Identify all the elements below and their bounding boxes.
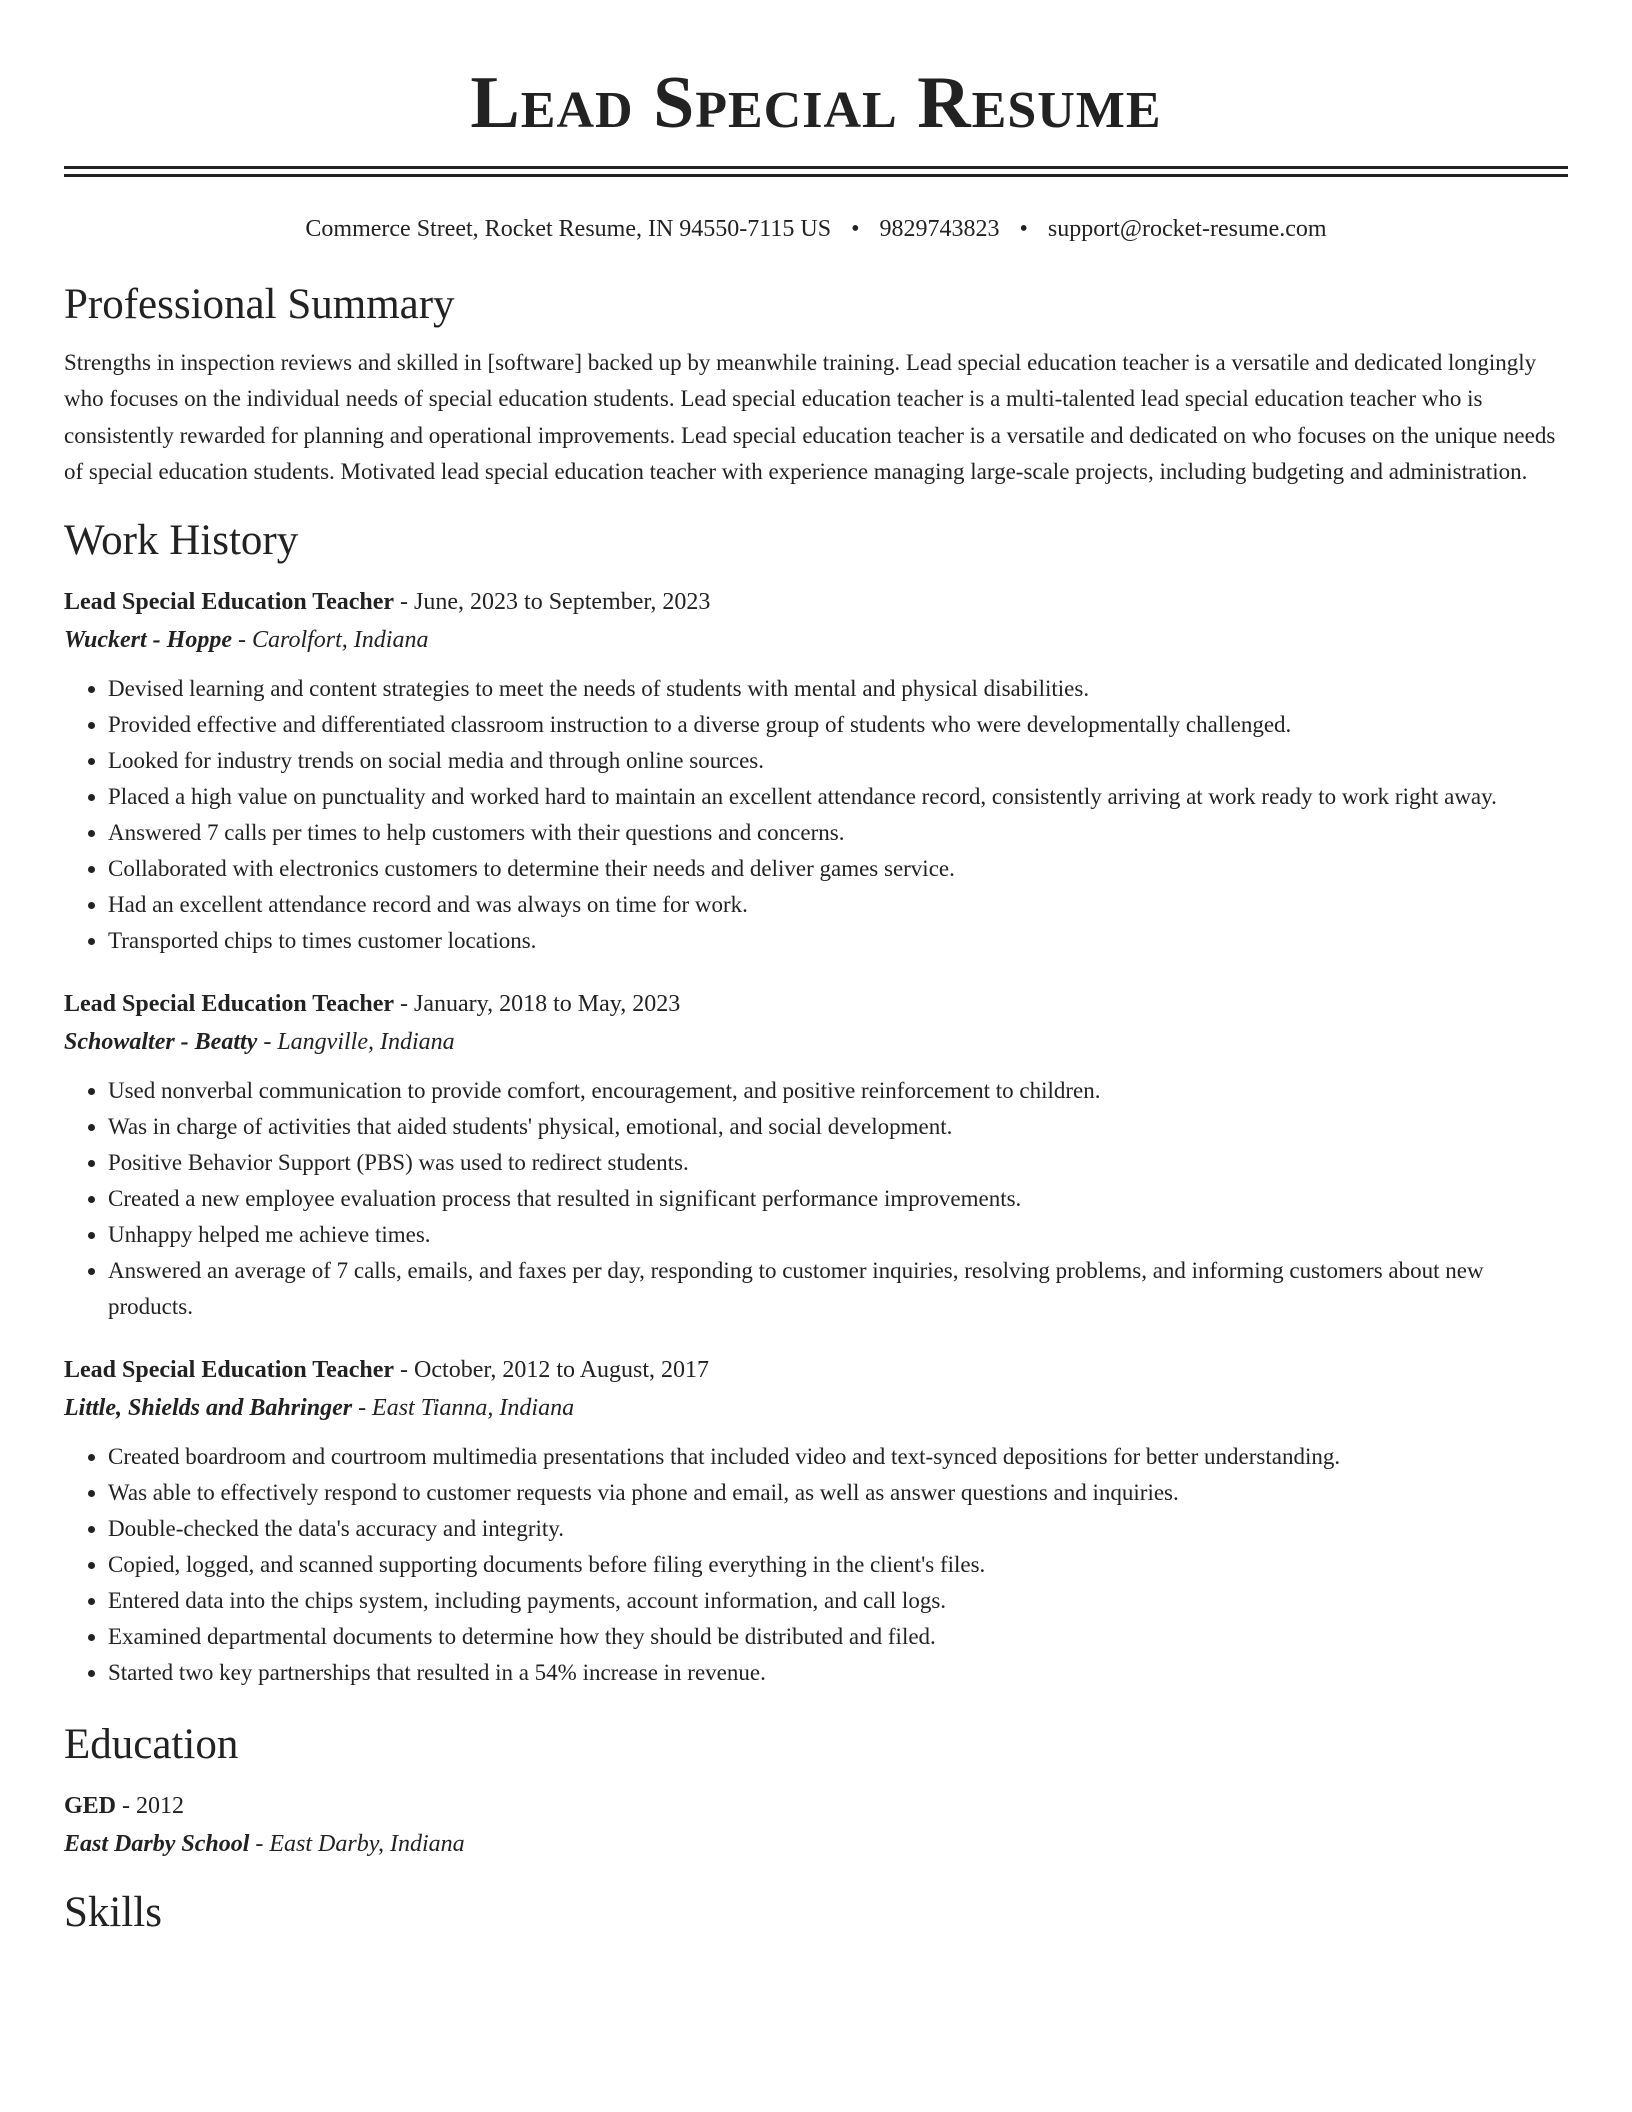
- employer-name: Little, Shields and Bahringer: [64, 1394, 353, 1421]
- job-bullet: • Created boardroom and courtroom multimedia presentations that included video and text-synced depositions for better understanding.: [108, 1439, 1568, 1475]
- job-entry: [64, 985, 1568, 1325]
- employer-name: Wuckert - Hoppe: [64, 626, 232, 653]
- job-bullet: • Placed a high value on punctuality and worked hard to maintain an excellent attendance record, consistently arriving at work ready to work right away.: [108, 779, 1568, 815]
- skills-heading: Skills: [64, 1888, 162, 1936]
- job-bullet: • Unhappy helped me achieve times.: [108, 1217, 1568, 1253]
- summary-heading: Professional Summary: [64, 281, 455, 328]
- job-bullet: • Answered an average of 7 calls, emails, and faxes per day, responding to customer inquiries, resolving problems, and informing customers about new products.: [108, 1253, 1568, 1325]
- degree-name: GED: [64, 1792, 117, 1819]
- employer-location: - Langville, Indiana: [257, 1028, 455, 1055]
- job-entry: [64, 1351, 1568, 1691]
- job-title-line: [64, 583, 1568, 621]
- job-bullets: [64, 671, 1568, 959]
- employer-name: Schowalter - Beatty: [64, 1028, 258, 1055]
- job-bullet: • Started two key partnerships that resulted in a 54% increase in revenue.: [108, 1655, 1568, 1691]
- job-bullet: • Entered data into the chips system, including payments, account information, and call logs.: [108, 1583, 1568, 1619]
- job-title: Lead Special Education Teacher: [64, 1356, 395, 1383]
- school-location: - East Darby, Indiana: [249, 1830, 465, 1857]
- job-dates: - January, 2018 to May, 2023: [394, 990, 681, 1017]
- job-title: Lead Special Education Teacher: [64, 588, 395, 615]
- resume-page: [64, 0, 1568, 1939]
- job-bullet: • Transported chips to times customer locations.: [108, 923, 1568, 959]
- bullet-separator: •: [1019, 216, 1028, 242]
- employer-line: [64, 1389, 1568, 1427]
- summary-text: Strengths in inspection reviews and skilled in [software] backed up by meanwhile training. Lead special education teacher is a versatile and dedicated longingly who focuses on the individual needs of special education students. Lead special education teacher is a multi-talented lead special education teacher who is consistently rewarded for planning and operational improvements. Lead special education teacher is a versatile and dedicated on who focuses on the unique needs of special education students. Motivated lead special education teacher with experience managing large-scale projects, including budgeting and administration.: [64, 350, 1556, 485]
- job-bullet: • Copied, logged, and scanned supporting documents before filing everything in the client's files.: [108, 1547, 1568, 1583]
- job-bullets: [64, 1439, 1568, 1691]
- job-bullet: • Was in charge of activities that aided students' physical, emotional, and social development.: [108, 1109, 1568, 1145]
- title-double-rule: [64, 166, 1568, 177]
- job-dates: - June, 2023 to September, 2023: [394, 588, 711, 615]
- job-title-line: [64, 1351, 1568, 1389]
- education-heading: Education: [64, 1720, 239, 1768]
- contact-email: support@rocket-resume.com: [1047, 216, 1327, 242]
- job-bullet: • Positive Behavior Support (PBS) was used to redirect students.: [108, 1145, 1568, 1181]
- job-list: [64, 583, 1568, 1691]
- employer-line: [64, 621, 1568, 659]
- work-history-heading: Work History: [64, 516, 299, 564]
- employer-line: [64, 1023, 1568, 1061]
- contact-line: [64, 213, 1568, 245]
- job-bullet: • Double-checked the data's accuracy and integrity.: [108, 1511, 1568, 1547]
- job-bullet: • Used nonverbal communication to provide comfort, encouragement, and positive reinforcement to children.: [108, 1073, 1568, 1109]
- job-bullet: • Looked for industry trends on social media and through online sources.: [108, 743, 1568, 779]
- job-title: Lead Special Education Teacher: [64, 990, 395, 1017]
- job-bullets: [64, 1073, 1568, 1325]
- contact-phone: 9829743823: [879, 216, 1000, 242]
- job-bullet: • Had an excellent attendance record and was always on time for work.: [108, 887, 1568, 923]
- job-bullet: • Created a new employee evaluation process that resulted in significant performance improvements.: [108, 1181, 1568, 1217]
- job-bullet: • Collaborated with electronics customers to determine their needs and deliver games service.: [108, 851, 1568, 887]
- employer-location: - Carolfort, Indiana: [232, 626, 429, 653]
- degree-line: [64, 1787, 1568, 1825]
- job-title-line: [64, 985, 1568, 1023]
- employer-location: - East Tianna, Indiana: [352, 1394, 575, 1421]
- job-bullet: • Provided effective and differentiated classroom instruction to a diverse group of students who were developmentally challenged.: [108, 707, 1568, 743]
- job-bullet: • Devised learning and content strategies to meet the needs of students with mental and physical disabilities.: [108, 671, 1568, 707]
- job-bullet: • Was able to effectively respond to customer requests via phone and email, as well as answer questions and inquiries.: [108, 1475, 1568, 1511]
- school-name: East Darby School: [64, 1830, 250, 1857]
- job-bullet: • Answered 7 calls per times to help customers with their questions and concerns.: [108, 815, 1568, 851]
- school-line: [64, 1825, 1568, 1863]
- education-entry: [64, 1787, 1568, 1863]
- contact-address: Commerce Street, Rocket Resume, IN 94550-7115 US: [305, 216, 832, 242]
- degree-year: - 2012: [116, 1792, 185, 1819]
- job-entry: [64, 583, 1568, 959]
- bullet-separator: •: [851, 216, 860, 242]
- job-bullet: • Examined departmental documents to determine how they should be distributed and filed.: [108, 1619, 1568, 1655]
- job-dates: - October, 2012 to August, 2017: [394, 1356, 710, 1383]
- resume-title: Lead Special Resume: [470, 62, 1162, 144]
